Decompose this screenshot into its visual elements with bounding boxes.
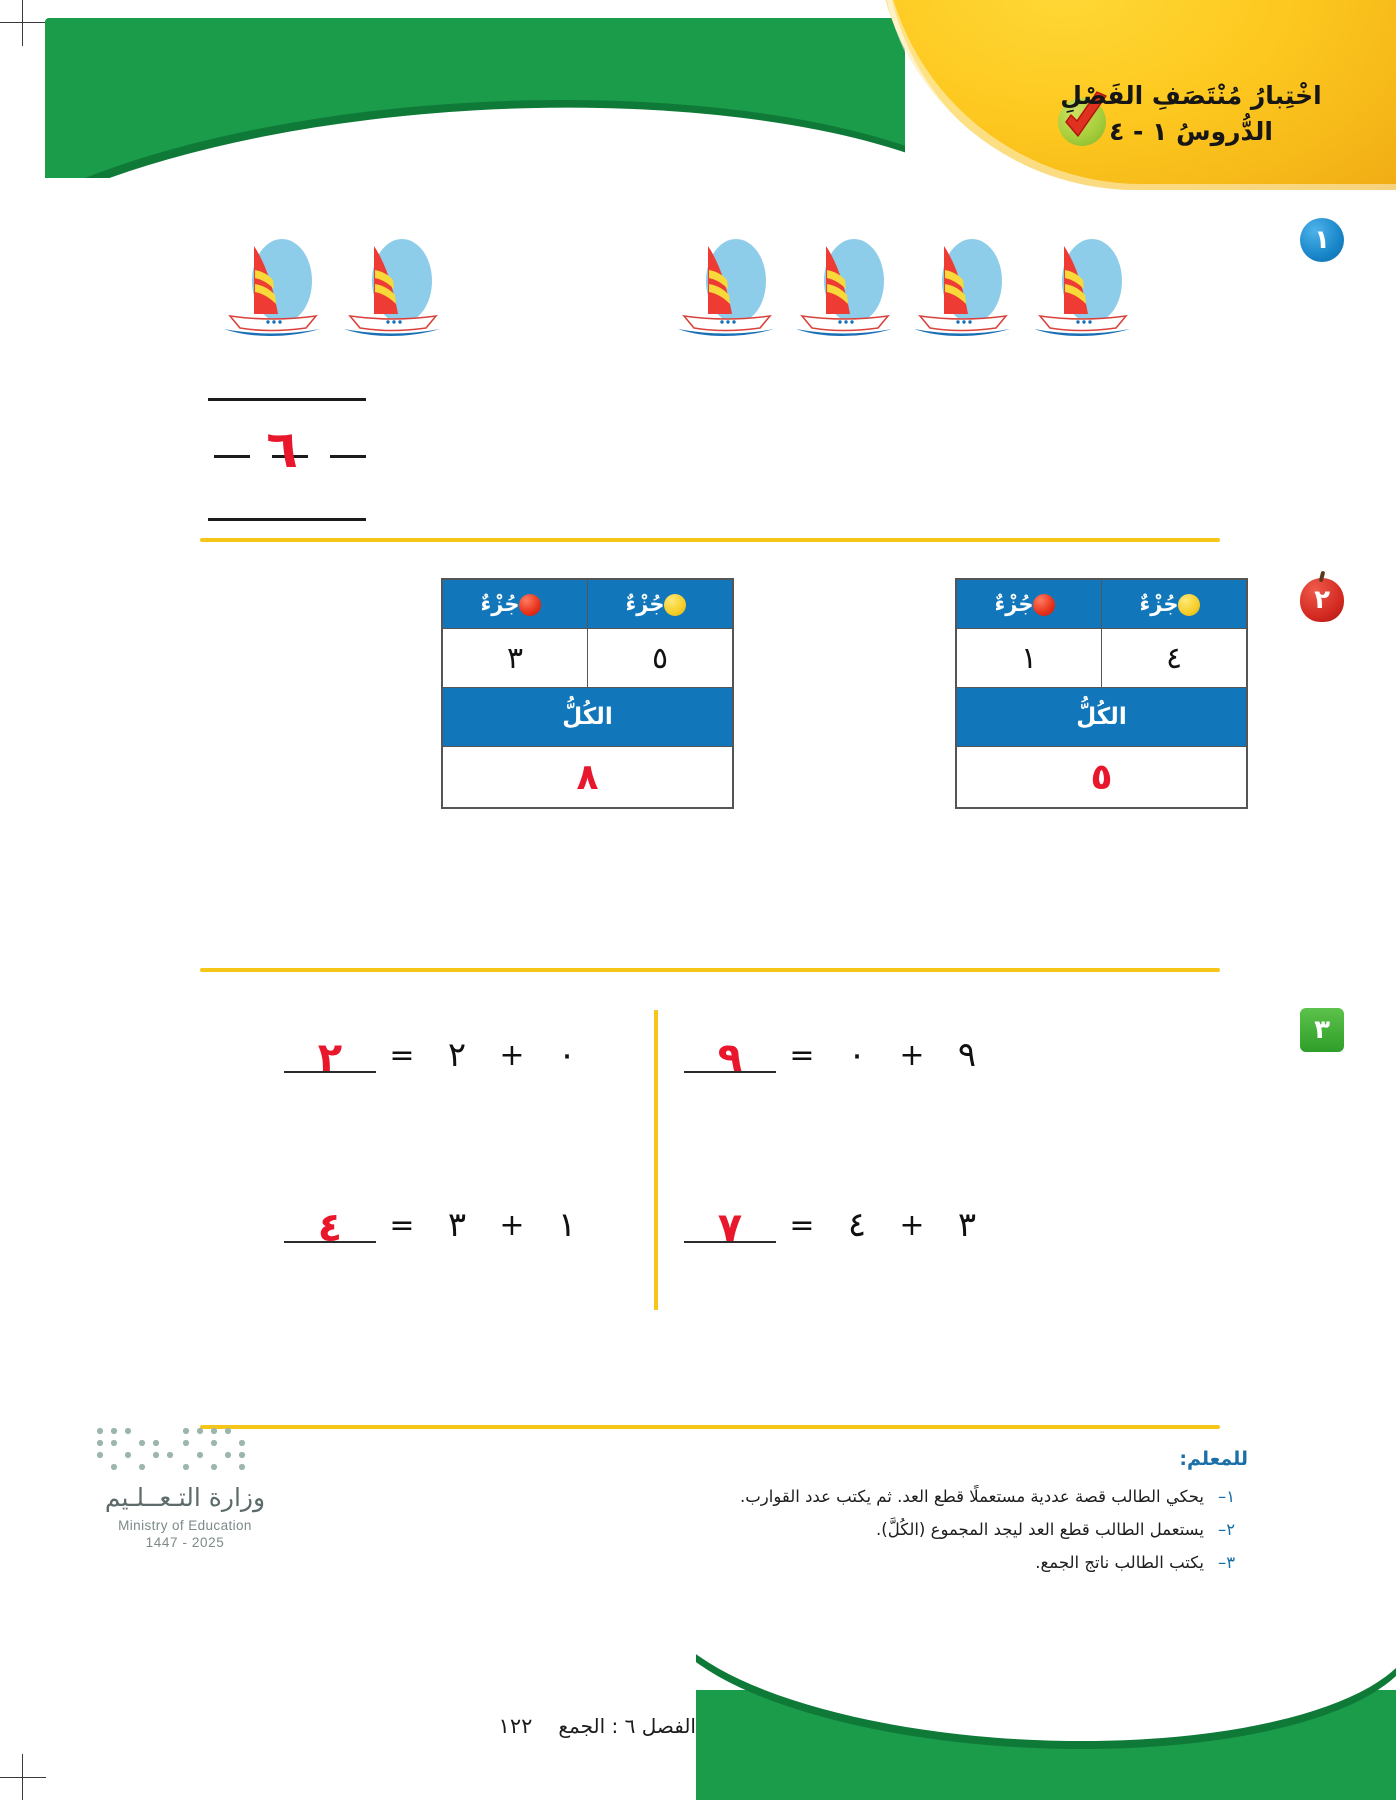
equation-equals-icon: = bbox=[789, 1037, 815, 1073]
equation-row bbox=[284, 1035, 596, 1081]
equation-answer: ٩ bbox=[717, 1035, 743, 1081]
boat-icon bbox=[780, 226, 908, 336]
equation-operand-b: ٤ bbox=[847, 1205, 867, 1245]
exercise-1-badge: ١ bbox=[1300, 218, 1344, 262]
note-text: يحكي الطالب قصة عددية مستعملًا قطع العد. ثم يكتب عدد القوارب. bbox=[740, 1487, 1204, 1506]
whole-value[interactable]: ٨ bbox=[443, 747, 733, 808]
boats-illustration bbox=[0, 218, 1396, 338]
part-header-yellow bbox=[1102, 580, 1247, 629]
note-number: ٢– bbox=[1218, 1520, 1236, 1539]
red-counter-icon bbox=[519, 594, 541, 616]
equation-row bbox=[284, 1205, 596, 1251]
answer-line-bottom bbox=[208, 518, 366, 521]
part-label: جُزْءٌ bbox=[994, 592, 1034, 616]
red-counter-icon bbox=[1033, 594, 1055, 616]
whole-header: الكُلُّ bbox=[957, 688, 1247, 747]
footer-chapter: الفصل ٦ : الجمع bbox=[558, 1714, 696, 1738]
equation-answer: ٢ bbox=[317, 1035, 343, 1081]
equation-answer-blank[interactable] bbox=[684, 1205, 776, 1251]
boat-icon bbox=[898, 226, 1026, 336]
part-header-yellow bbox=[588, 580, 733, 629]
equation-plus-icon: + bbox=[899, 1037, 925, 1073]
moe-emblem-icon bbox=[70, 1423, 300, 1475]
part-label: جُزْءٌ bbox=[625, 592, 665, 616]
equation-operand-b: ٣ bbox=[447, 1205, 467, 1245]
moe-arabic-label: وزارة التـعــلـيم bbox=[104, 1483, 266, 1512]
teacher-notes bbox=[228, 1448, 1248, 1579]
footer-page-number: ١٢٢ bbox=[498, 1714, 533, 1738]
boat-icon bbox=[662, 226, 790, 336]
boat-icon bbox=[1018, 226, 1146, 336]
page-title-line2: الدُّروسُ ١ - ٤ bbox=[1109, 116, 1273, 146]
equation-plus-icon: + bbox=[499, 1207, 525, 1243]
answer-dash bbox=[214, 455, 250, 458]
note-number: ٣– bbox=[1218, 1553, 1236, 1572]
equation-equals-icon: = bbox=[789, 1207, 815, 1243]
equation-answer-blank[interactable] bbox=[284, 1035, 376, 1081]
yellow-counter-icon bbox=[664, 594, 686, 616]
equation-equals-icon: = bbox=[389, 1207, 415, 1243]
answer-line-top bbox=[208, 398, 366, 401]
page-title-line1: اخْتِبارُ مُنْتَصَفِ الفَصْلِ bbox=[1060, 81, 1322, 110]
equation-operand-a: ٠ bbox=[557, 1035, 577, 1075]
equation-plus-icon: + bbox=[499, 1037, 525, 1073]
part-value-yellow: ٤ bbox=[1102, 629, 1247, 688]
answer-dash bbox=[330, 455, 366, 458]
equation-operand-a: ٣ bbox=[957, 1205, 977, 1245]
equation-answer: ٤ bbox=[317, 1205, 343, 1251]
trim-mark-bottom-left-h bbox=[0, 1777, 46, 1778]
part-value-yellow: ٥ bbox=[588, 629, 733, 688]
moe-english-label: Ministry of Education bbox=[118, 1518, 252, 1533]
note-text: يستعمل الطالب قطع العد ليجد المجموع (الكُلَّ). bbox=[876, 1520, 1204, 1539]
part-part-whole-table-right bbox=[955, 578, 1248, 809]
equation-operand-a: ١ bbox=[557, 1205, 577, 1245]
note-number: ١– bbox=[1218, 1487, 1236, 1506]
ministry-of-education-logo bbox=[70, 1423, 300, 1550]
exercise-1-answer: ٦ bbox=[266, 420, 298, 480]
footer-green-shape bbox=[696, 1650, 1396, 1800]
part-part-whole-table-left bbox=[441, 578, 734, 809]
equation-operand-b: ٢ bbox=[447, 1035, 467, 1075]
yellow-counter-icon bbox=[1178, 594, 1200, 616]
equation-operand-b: ٠ bbox=[847, 1035, 867, 1075]
part-value-red: ٣ bbox=[443, 629, 588, 688]
page-title bbox=[1026, 78, 1356, 149]
part-label: جُزْءٌ bbox=[480, 592, 520, 616]
equation-row bbox=[684, 1035, 996, 1081]
equation-equals-icon: = bbox=[389, 1037, 415, 1073]
equations-column-divider bbox=[654, 1010, 658, 1310]
whole-value[interactable]: ٥ bbox=[957, 747, 1247, 808]
trim-mark-top-left bbox=[22, 0, 23, 46]
banner-swoop-white bbox=[45, 79, 905, 178]
teacher-note-item bbox=[228, 1480, 1248, 1513]
equation-row bbox=[684, 1205, 996, 1251]
equation-answer-blank[interactable] bbox=[284, 1205, 376, 1251]
part-header-red bbox=[957, 580, 1102, 629]
note-text: يكتب الطالب ناتج الجمع. bbox=[1035, 1553, 1204, 1572]
equation-answer: ٧ bbox=[717, 1205, 743, 1251]
teacher-notes-title: للمعلم: bbox=[1179, 1448, 1248, 1470]
exercise-2-badge: ٢ bbox=[1300, 578, 1344, 622]
boat-icon bbox=[328, 226, 456, 336]
section-divider-2 bbox=[200, 968, 1220, 972]
equation-plus-icon: + bbox=[899, 1207, 925, 1243]
header-green-banner bbox=[45, 18, 905, 178]
moe-year-label: 2025 - 1447 bbox=[145, 1535, 225, 1550]
boat-icon bbox=[208, 226, 336, 336]
equation-operand-a: ٩ bbox=[957, 1035, 977, 1075]
section-divider-3 bbox=[200, 1425, 1220, 1429]
teacher-note-item bbox=[228, 1513, 1248, 1546]
part-value-red: ١ bbox=[957, 629, 1102, 688]
equation-answer-blank[interactable] bbox=[684, 1035, 776, 1081]
section-divider-1 bbox=[200, 538, 1220, 542]
whole-header: الكُلُّ bbox=[443, 688, 733, 747]
part-label: جُزْءٌ bbox=[1139, 592, 1179, 616]
part-header-red bbox=[443, 580, 588, 629]
exercise-3-badge: ٣ bbox=[1300, 1008, 1344, 1052]
footer-text bbox=[499, 1714, 696, 1738]
teacher-note-item bbox=[228, 1546, 1248, 1579]
trim-mark-top-left-h bbox=[0, 22, 46, 23]
